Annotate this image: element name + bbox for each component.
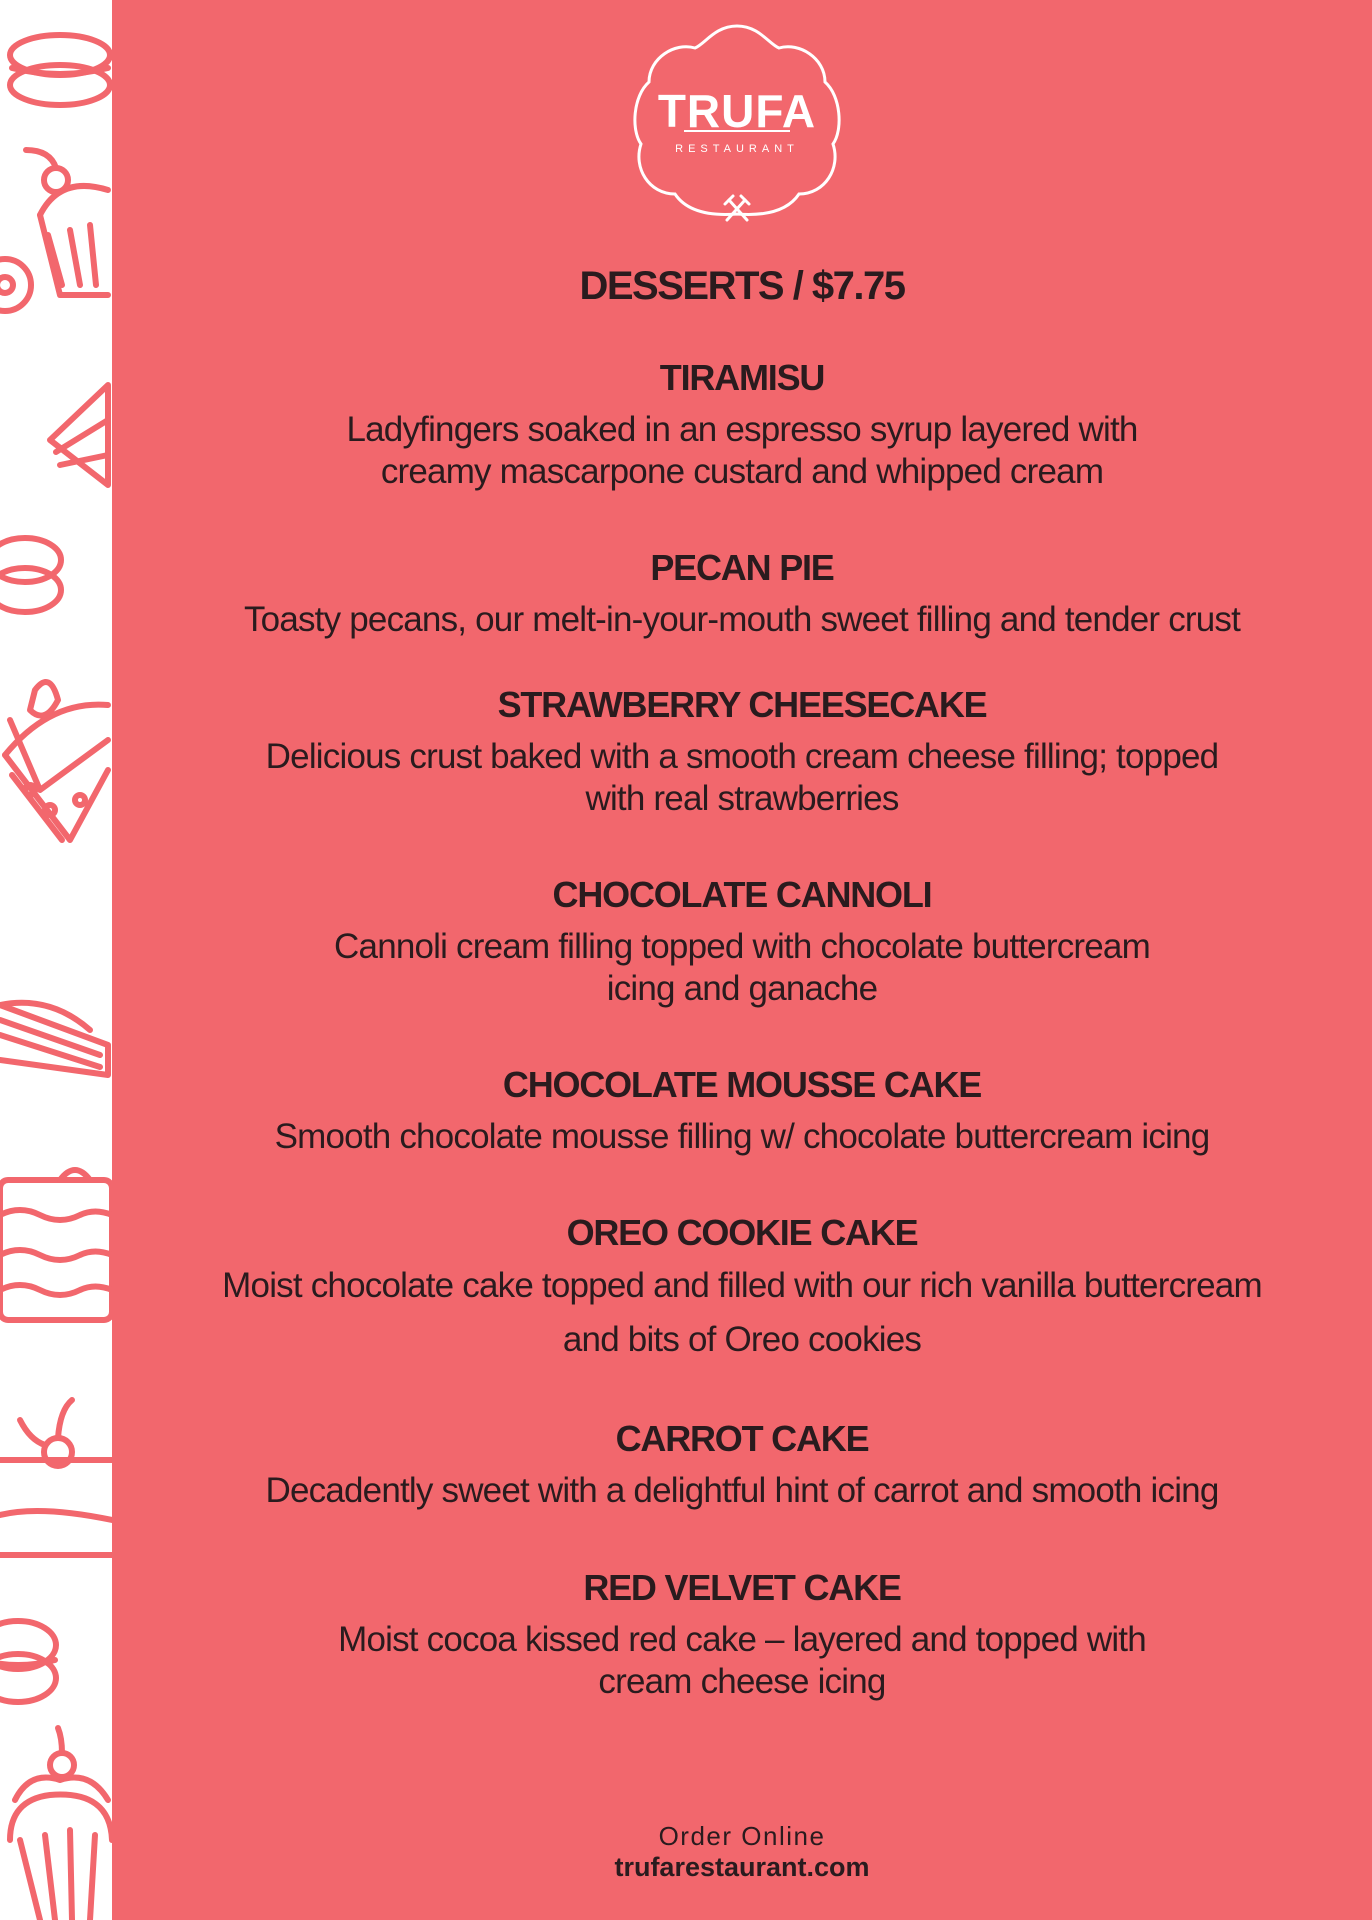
menu-item-name: CARROT CAKE [615,1418,869,1459]
menu-item-name: PECAN PIE [650,547,834,588]
donut-icon [0,259,31,311]
menu-item-chocolate-cannoli [152,873,1332,1010]
logo-subtitle: RESTAURANT [675,143,799,155]
menu-item-name: OREO COOKIE CAKE [566,1212,918,1253]
dessert-illustration-strip [0,0,112,1920]
macaron-icon [0,538,61,612]
menu-item-name: CHOCOLATE MOUSSE CAKE [502,1064,982,1105]
menu-item-description: Cannoli cream filling topped with chocolate buttercream icing and ganache [334,927,1150,1008]
menu-panel [112,0,1372,1920]
menu-item-tiramisu [152,356,1332,493]
cupcake-icon [26,150,108,295]
layer-cake-icon [0,1170,112,1320]
menu-item-description: Decadently sweet with a delightful hint of carrot and smooth icing [265,1471,1219,1510]
menu-item-carrot-cake [152,1417,1332,1512]
menu-item-description: Delicious crust baked with a smooth cream cheese filling; topped with real strawberries [265,737,1219,818]
cake-slice-icon [0,1003,108,1075]
menu-item-description: Ladyfingers soaked in an espresso syrup layered with creamy mascarpone custard and whipped cream [346,410,1138,491]
menu-item-chocolate-mousse-cake [152,1063,1332,1158]
pie-slice-icon [50,385,108,485]
menu-item-name: RED VELVET CAKE [583,1567,901,1608]
menu-item-pecan-pie [152,546,1332,641]
cupcake-icon [10,1728,112,1920]
macaron-icon [0,1621,56,1702]
menu-item-description: Moist chocolate cake topped and filled with our rich vanilla buttercream and bits of Oreo cookies [222,1266,1262,1359]
order-online-label: Order Online [658,1821,826,1851]
menu-item-description: Moist cocoa kissed red cake – layered and topped with cream cheese icing [338,1620,1146,1701]
section-title: DESSERTS / $7.75 [579,264,905,308]
restaurant-logo [629,22,845,218]
logo-wordmark: TRUFA [657,85,817,137]
menu-item-oreo-cookie-cake [152,1211,1332,1367]
menu-item-description: Smooth chocolate mousse filling w/ chocolate buttercream icing [274,1117,1210,1156]
website-link[interactable]: trufarestaurant.com [614,1852,870,1882]
menu-item-name: CHOCOLATE CANNOLI [552,874,932,915]
fork-and-knife-icon [721,192,753,224]
footer [112,1821,1372,1883]
macaron-icon [10,35,110,105]
menu-item-name: TIRAMISU [659,357,825,398]
cherry-cake-icon [0,1400,112,1555]
strawberry-cake-icon [5,682,108,840]
menu-item-description: Toasty pecans, our melt-in-your-mouth sweet filling and tender crust [243,600,1241,639]
menu-item-name: STRAWBERRY CHEESECAKE [497,684,987,725]
menu-item-strawberry-cheesecake [152,683,1332,820]
menu-item-red-velvet-cake [152,1566,1332,1703]
